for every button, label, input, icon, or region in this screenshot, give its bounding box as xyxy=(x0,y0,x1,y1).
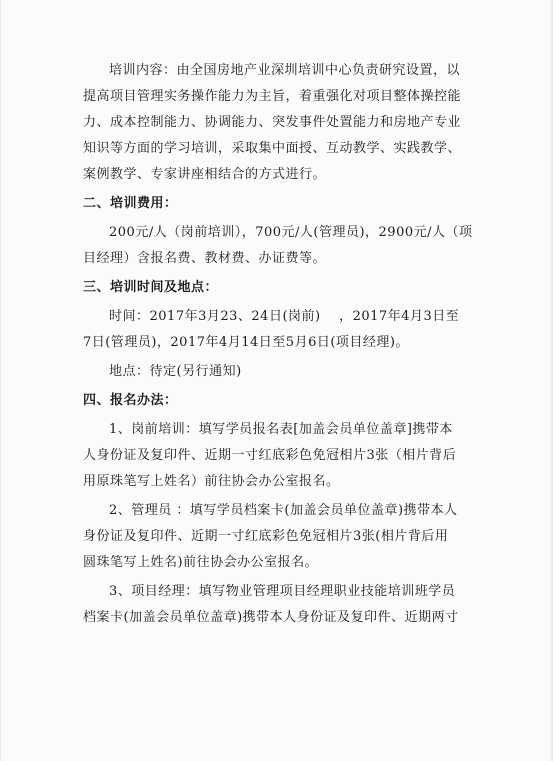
section-heading-fees: 二、培训费用： xyxy=(83,196,178,211)
paragraph-line: 1、岗前培训：填写学员报名表[加盖会员单位盖章]携带本 xyxy=(109,422,453,437)
registration-item-2 xyxy=(83,498,475,576)
paragraph-line: 档案卡(加盖会员单位盖章)携带本人身份证及复印件、近期两寸 xyxy=(83,610,459,625)
paragraph-line: 案例教学、专家讲座相结合的方式进行。 xyxy=(83,167,327,182)
paragraph-line: 用原珠笔写上姓名）前往协会办公室报名。 xyxy=(83,474,340,489)
paragraph-line: 7日(管理员)，2017年4月14日至5月6日(项目经理)。 xyxy=(83,335,409,350)
paragraph-line: 200元/人（岗前培训），700元/人(管理员)，2900元/人（项 xyxy=(109,225,473,240)
time-paragraph xyxy=(83,304,475,356)
paragraph-line: 圆珠笔写上姓名)前往协会办公室报名。 xyxy=(83,555,319,570)
section-heading-time-place: 三、培训时间及地点： xyxy=(83,280,219,295)
place-line: 地点：待定(另行通知) xyxy=(109,364,242,379)
registration-item-1 xyxy=(83,417,475,495)
paragraph-line: 目经理）含报名费、教材费、办证费等。 xyxy=(83,251,327,266)
document-body xyxy=(83,58,475,631)
paragraph-line: 培训内容：由全国房地产业深圳培训中心负责研究设置，以 xyxy=(109,63,461,78)
paragraph-line: 人身份证及复印件、近期一寸红底彩色免冠相片3张（相片背后 xyxy=(83,448,457,463)
paragraph-line: 3、项目经理：填写物业管理项目经理职业技能培训班学员 xyxy=(109,584,456,599)
paragraph-line: 力、成本控制能力、协调能力、突发事件处置能力和房地产专业 xyxy=(83,115,462,130)
paragraph-line: 身份证及复印件、近期一寸红底彩色免冠相片3张(相片背后用 xyxy=(83,529,449,544)
paragraph-line: 时间：2017年3月23、24日(岗前) ，2017年4月3日至 xyxy=(109,309,460,324)
section-heading-registration: 四、报名办法： xyxy=(83,393,178,408)
registration-item-3 xyxy=(83,579,475,631)
scan-edge-shadow xyxy=(549,0,553,761)
training-content-paragraph xyxy=(83,58,475,188)
paragraph-line: 2、管理员 ：填写学员档案卡(加盖会员单位盖章)携带本人 xyxy=(109,503,458,518)
paragraph-line: 提高项目管理实务操作能力为主旨，着重强化对项目整体操控能 xyxy=(83,89,462,104)
fees-paragraph xyxy=(83,220,475,272)
paragraph-line: 知识等方面的学习培训，采取集中面授、互动教学、实践教学、 xyxy=(83,141,462,156)
